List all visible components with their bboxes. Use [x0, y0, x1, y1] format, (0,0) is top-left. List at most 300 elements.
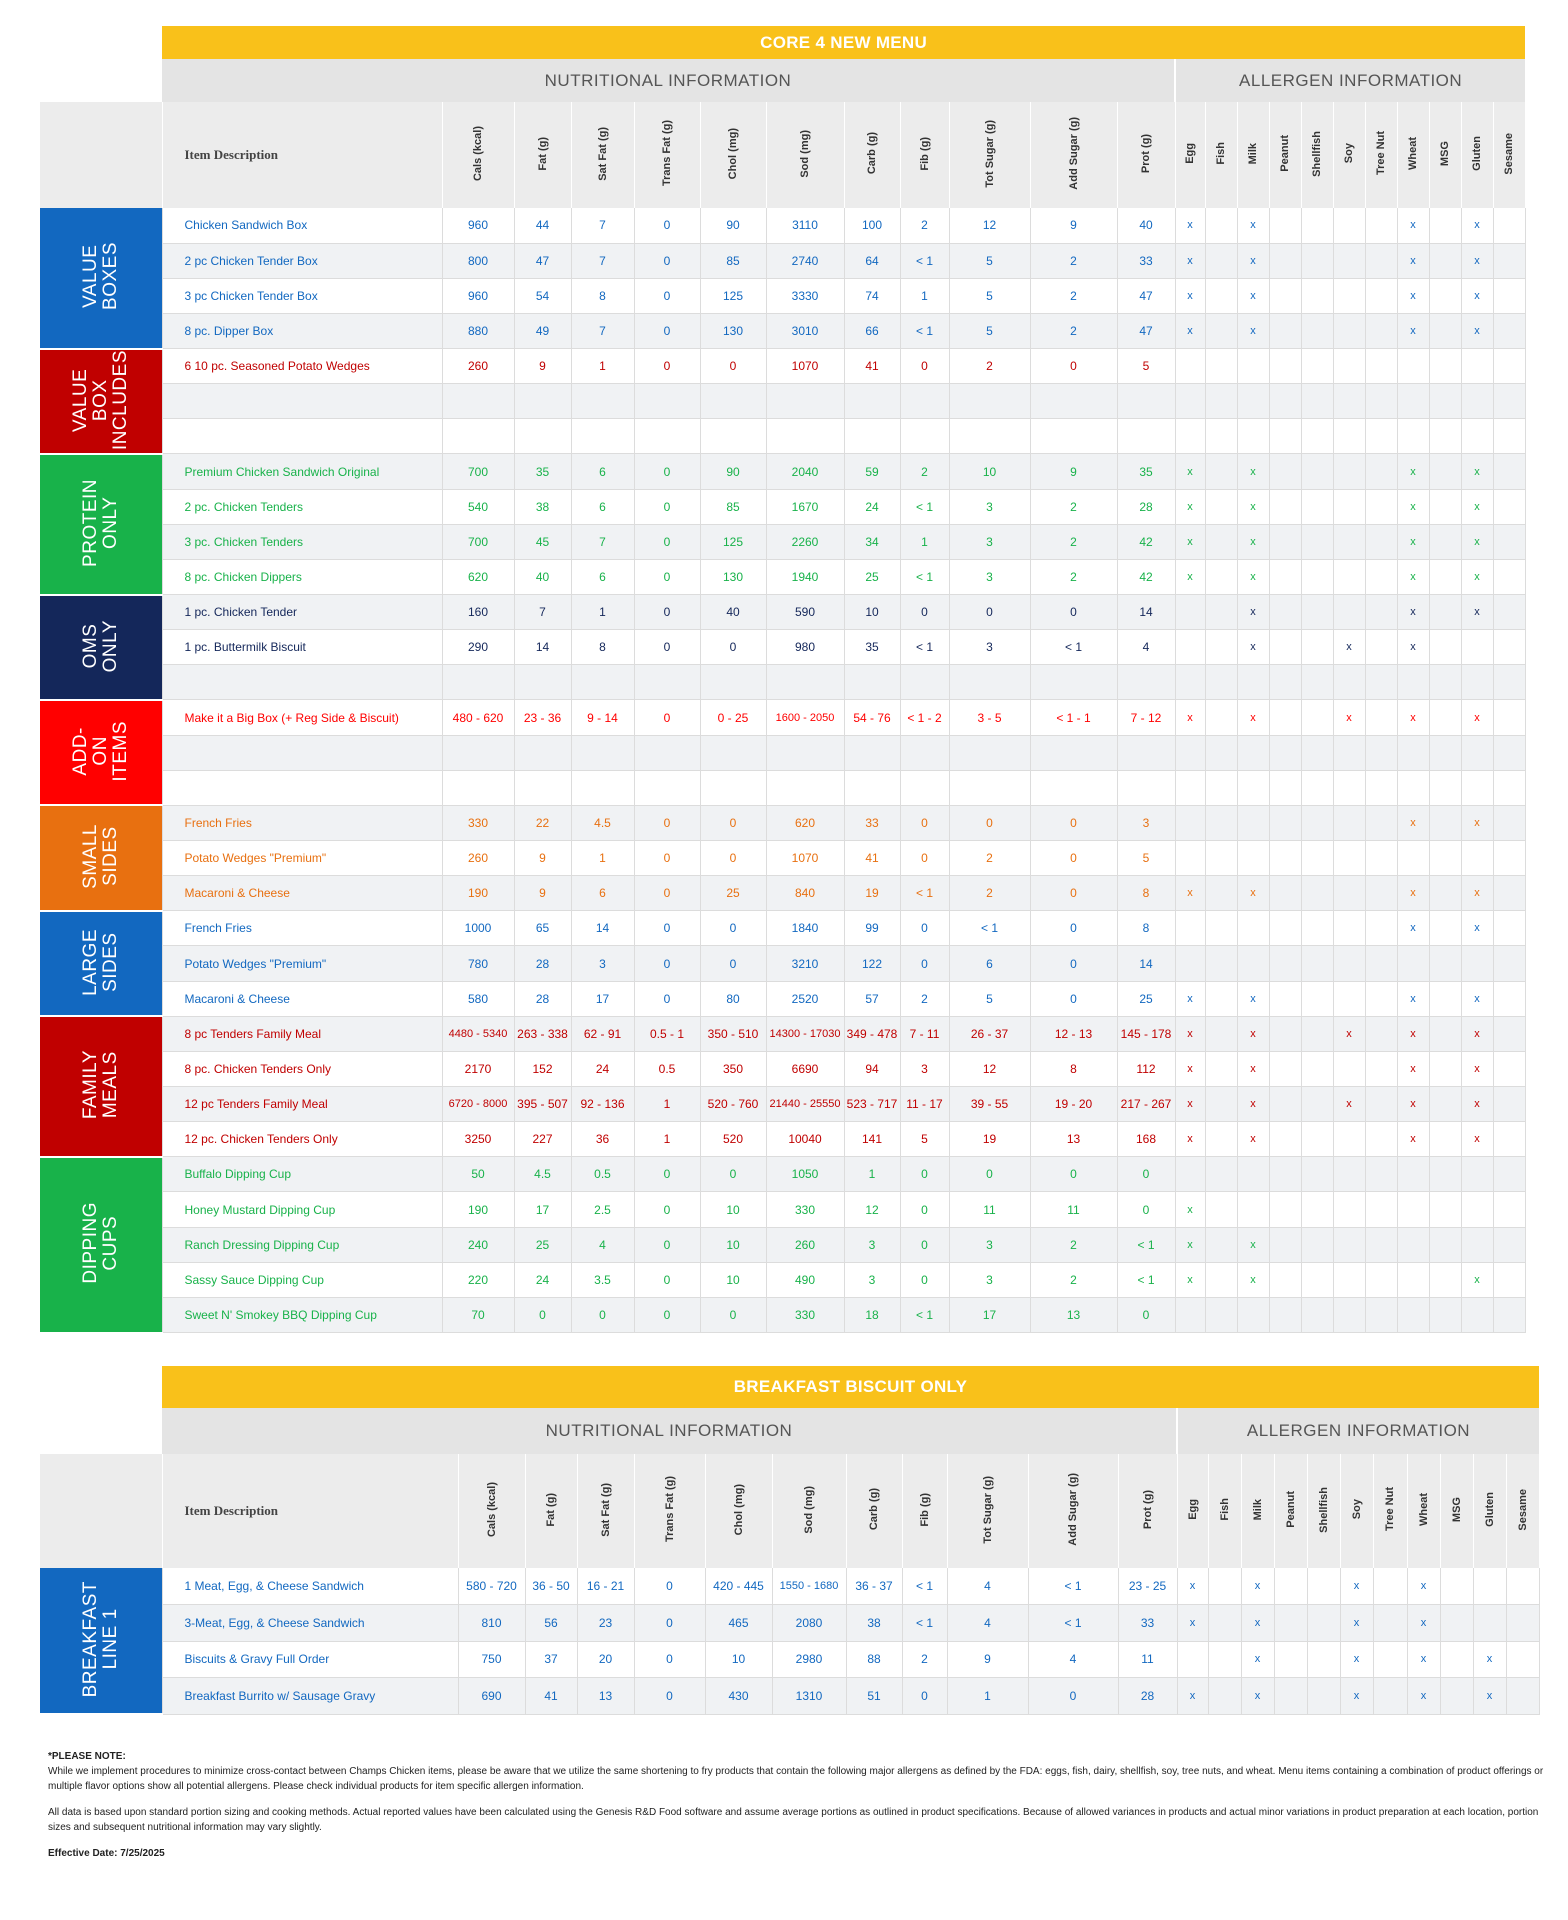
- nutrient-add-sugar-g: 0: [1030, 946, 1117, 981]
- allergen-tree-nut: [1365, 841, 1397, 876]
- allergen-sesame: [1493, 419, 1525, 454]
- nutrient-add-sugar-g: < 1 - 1: [1030, 700, 1117, 735]
- allergen-wheat: [1397, 1297, 1429, 1332]
- allergen-header-milk: [1241, 1454, 1274, 1568]
- nutrient-chol-mg: 0: [700, 911, 766, 946]
- column-header-add-sugar-g: [1030, 102, 1117, 208]
- allergen-fish: [1205, 208, 1237, 243]
- item-name: 1 Meat, Egg, & Cheese Sandwich: [162, 1568, 458, 1605]
- table-row: [40, 208, 1525, 243]
- allergen-header-label: Milk: [1247, 142, 1259, 165]
- allergen-gluten: x: [1461, 876, 1493, 911]
- allergen-milk: [1237, 1297, 1269, 1332]
- allergen-egg: x: [1175, 243, 1205, 278]
- allergen-msg: [1440, 1678, 1473, 1715]
- nutrient-fib-g: < 1: [900, 489, 949, 524]
- nutrient-prot-g: 8: [1117, 876, 1175, 911]
- nutrient-chol-mg: [700, 665, 766, 700]
- allergen-msg: [1429, 665, 1461, 700]
- allergen-wheat: x: [1397, 981, 1429, 1016]
- allergen-peanut: [1269, 1297, 1301, 1332]
- item-name: 6 10 pc. Seasoned Potato Wedges: [162, 349, 442, 384]
- category-protein-only: [40, 454, 162, 595]
- nutrient-prot-g: 4: [1117, 630, 1175, 665]
- nutrient-tot-sugar-g: 3: [949, 1262, 1030, 1297]
- allergen-sesame: [1493, 454, 1525, 489]
- allergen-peanut: [1269, 524, 1301, 559]
- category-add-on-items: [40, 700, 162, 805]
- allergen-header-label: Gluten: [1483, 1492, 1496, 1527]
- nutrient-cals-kcal: [442, 419, 514, 454]
- breakfast-biscuit-only-table: [40, 1366, 1540, 1715]
- core-4-new-menu-table: [40, 26, 1526, 1334]
- column-header-label: Tot Sugar (g): [981, 1475, 994, 1544]
- nutrient-sod-mg: [766, 735, 844, 770]
- nutrient-add-sugar-g: 0: [1030, 595, 1117, 630]
- nutrient-cals-kcal: 160: [442, 595, 514, 630]
- nutrient-sod-mg: 2260: [766, 524, 844, 559]
- allergen-gluten: x: [1461, 981, 1493, 1016]
- nutrient-chol-mg: 0: [700, 630, 766, 665]
- allergen-header-label: Peanut: [1284, 1491, 1297, 1528]
- allergen-milk: x: [1237, 489, 1269, 524]
- allergen-milk: x: [1237, 208, 1269, 243]
- allergen-peanut: [1269, 278, 1301, 313]
- allergen-wheat: x: [1397, 876, 1429, 911]
- allergen-shellfish: [1307, 1678, 1340, 1715]
- allergen-peanut: [1269, 349, 1301, 384]
- nutrient-prot-g: 47: [1117, 278, 1175, 313]
- nutrient-chol-mg: 350 - 510: [700, 1016, 766, 1051]
- nutrient-chol-mg: 420 - 445: [705, 1568, 772, 1605]
- allergen-sesame: [1493, 595, 1525, 630]
- allergen-shellfish: [1307, 1568, 1340, 1605]
- nutrient-fat-g: 395 - 507: [514, 1087, 571, 1122]
- nutrient-cals-kcal: 70: [442, 1297, 514, 1332]
- allergen-fish: [1208, 1641, 1241, 1678]
- allergen-tree-nut: [1365, 1157, 1397, 1192]
- item-name: Sweet N' Smokey BBQ Dipping Cup: [162, 1297, 442, 1332]
- nutrient-sod-mg: 260: [766, 1227, 844, 1262]
- allergen-fish: [1205, 489, 1237, 524]
- nutrient-fib-g: < 1: [902, 1568, 947, 1605]
- allergen-shellfish: [1301, 1087, 1333, 1122]
- allergen-gluten: [1473, 1605, 1506, 1642]
- nutrient-add-sugar-g: 2: [1030, 1227, 1117, 1262]
- column-header-label: Prot (g): [1141, 1489, 1154, 1530]
- allergen-egg: [1175, 630, 1205, 665]
- allergen-shellfish: [1301, 1192, 1333, 1227]
- table-row: [40, 559, 1525, 594]
- allergen-sesame: [1493, 278, 1525, 313]
- allergen-header-tree-nut: [1373, 1454, 1407, 1568]
- allergen-soy: x: [1340, 1641, 1373, 1678]
- nutrient-fib-g: 2: [900, 981, 949, 1016]
- allergen-soy: [1333, 805, 1365, 840]
- nutrient-add-sugar-g: 0: [1028, 1678, 1118, 1715]
- nutrient-trans-fat-g: 0: [634, 524, 700, 559]
- allergen-milk: [1237, 419, 1269, 454]
- nutrient-fib-g: [900, 770, 949, 805]
- allergen-peanut: [1274, 1605, 1307, 1642]
- nutrient-carb-g: 3: [844, 1227, 900, 1262]
- nutrient-cals-kcal: 6720 - 8000: [442, 1087, 514, 1122]
- allergen-shellfish: [1301, 630, 1333, 665]
- allergen-peanut: [1269, 981, 1301, 1016]
- allergen-wheat: [1397, 1157, 1429, 1192]
- category-label: FAMILY MEALS: [79, 1050, 121, 1120]
- nutrient-tot-sugar-g: 3 - 5: [949, 700, 1030, 735]
- allergen-shellfish: [1301, 1122, 1333, 1157]
- column-header-fat-g: [525, 1454, 577, 1568]
- nutrient-fib-g: 3: [900, 1051, 949, 1086]
- table-row: [40, 1087, 1525, 1122]
- allergen-wheat: [1397, 946, 1429, 981]
- nutrient-sat-fat-g: 4.5: [571, 805, 634, 840]
- column-header-fib-g: [900, 102, 949, 208]
- nutrient-add-sugar-g: 13: [1030, 1297, 1117, 1332]
- nutrient-carb-g: 25: [844, 559, 900, 594]
- nutrient-sod-mg: 330: [766, 1192, 844, 1227]
- column-header-sod-mg: [772, 1454, 846, 1568]
- nutrient-chol-mg: 90: [700, 454, 766, 489]
- column-header-tot-sugar-g: [949, 102, 1030, 208]
- allergen-section-header: ALLERGEN INFORMATION: [1175, 59, 1525, 102]
- allergen-peanut: [1269, 1087, 1301, 1122]
- nutrient-trans-fat-g: [634, 735, 700, 770]
- nutrient-fib-g: < 1: [900, 313, 949, 348]
- allergen-wheat: [1397, 1227, 1429, 1262]
- nutrient-chol-mg: 85: [700, 243, 766, 278]
- nutrient-fib-g: 0: [900, 1262, 949, 1297]
- allergen-msg: [1440, 1605, 1473, 1642]
- allergen-peanut: [1269, 1051, 1301, 1086]
- column-header-label: Trans Fat (g): [663, 1476, 676, 1543]
- allergen-peanut: [1269, 700, 1301, 735]
- allergen-msg: [1429, 1122, 1461, 1157]
- allergen-shellfish: [1307, 1641, 1340, 1678]
- allergen-sesame: [1493, 665, 1525, 700]
- table-row: [40, 770, 1525, 805]
- nutrient-tot-sugar-g: [949, 770, 1030, 805]
- nutrient-tot-sugar-g: 0: [949, 805, 1030, 840]
- item-name: Ranch Dressing Dipping Cup: [162, 1227, 442, 1262]
- allergen-fish: [1205, 243, 1237, 278]
- allergen-wheat: [1397, 349, 1429, 384]
- nutrient-sod-mg: 2040: [766, 454, 844, 489]
- allergen-sesame: [1493, 911, 1525, 946]
- allergen-fish: [1205, 770, 1237, 805]
- table-row: [40, 349, 1525, 384]
- allergen-shellfish: [1301, 524, 1333, 559]
- nutrient-carb-g: 122: [844, 946, 900, 981]
- allergen-msg: [1429, 805, 1461, 840]
- column-header-label: Sat Fat (g): [599, 1482, 612, 1537]
- nutrient-tot-sugar-g: 3: [949, 630, 1030, 665]
- allergen-msg: [1429, 911, 1461, 946]
- nutrient-fib-g: < 1: [900, 1297, 949, 1332]
- allergen-header-soy: [1340, 1454, 1373, 1568]
- allergen-shellfish: [1301, 876, 1333, 911]
- table-row: [40, 243, 1525, 278]
- nutrient-sod-mg: [766, 384, 844, 419]
- nutrient-add-sugar-g: [1030, 384, 1117, 419]
- allergen-gluten: x: [1461, 1122, 1493, 1157]
- allergen-gluten: [1461, 1157, 1493, 1192]
- allergen-header-label: Sesame: [1503, 132, 1516, 175]
- allergen-tree-nut: [1365, 1192, 1397, 1227]
- nutrient-fat-g: 4.5: [514, 1157, 571, 1192]
- allergen-peanut: [1269, 946, 1301, 981]
- allergen-egg: [1175, 735, 1205, 770]
- item-name: 1 pc. Buttermilk Biscuit: [162, 630, 442, 665]
- nutrient-cals-kcal: 960: [442, 208, 514, 243]
- allergen-gluten: x: [1461, 1016, 1493, 1051]
- allergen-msg: [1429, 243, 1461, 278]
- nutrient-fib-g: 0: [900, 946, 949, 981]
- nutrient-carb-g: [844, 665, 900, 700]
- allergen-sesame: [1493, 559, 1525, 594]
- nutrient-fib-g: 0: [900, 1227, 949, 1262]
- allergen-header-label: Soy: [1343, 143, 1355, 164]
- allergen-egg: [1175, 595, 1205, 630]
- nutrient-cals-kcal: 880: [442, 313, 514, 348]
- allergen-tree-nut: [1365, 1016, 1397, 1051]
- allergen-msg: [1429, 700, 1461, 735]
- nutrient-sat-fat-g: 20: [577, 1641, 634, 1678]
- menu-title: CORE 4 NEW MENU: [162, 26, 1525, 59]
- allergen-fish: [1205, 876, 1237, 911]
- nutrient-tot-sugar-g: 3: [949, 559, 1030, 594]
- allergen-msg: [1429, 489, 1461, 524]
- allergen-sesame: [1493, 1051, 1525, 1086]
- allergen-gluten: x: [1461, 313, 1493, 348]
- allergen-soy: [1333, 911, 1365, 946]
- allergen-sesame: [1506, 1678, 1539, 1715]
- allergen-milk: [1237, 770, 1269, 805]
- allergen-sesame: [1493, 981, 1525, 1016]
- allergen-peanut: [1269, 243, 1301, 278]
- nutrient-chol-mg: 10: [700, 1192, 766, 1227]
- allergen-peanut: [1269, 1227, 1301, 1262]
- allergen-wheat: x: [1397, 911, 1429, 946]
- allergen-peanut: [1269, 1262, 1301, 1297]
- item-name: French Fries: [162, 911, 442, 946]
- table-row: [40, 946, 1525, 981]
- allergen-tree-nut: [1365, 454, 1397, 489]
- allergen-gluten: [1461, 735, 1493, 770]
- nutrient-fib-g: 0: [900, 349, 949, 384]
- nutrient-fat-g: 24: [514, 1262, 571, 1297]
- allergen-tree-nut: [1365, 349, 1397, 384]
- nutrient-prot-g: [1117, 770, 1175, 805]
- table-row: [40, 384, 1525, 419]
- allergen-wheat: x: [1397, 1122, 1429, 1157]
- allergen-peanut: [1269, 1122, 1301, 1157]
- table-row: [40, 876, 1525, 911]
- nutrient-sat-fat-g: 13: [577, 1678, 634, 1715]
- nutrient-sat-fat-g: 6: [571, 489, 634, 524]
- nutrient-cals-kcal: 1000: [442, 911, 514, 946]
- item-name: [162, 419, 442, 454]
- nutrient-tot-sugar-g: 17: [949, 1297, 1030, 1332]
- allergen-egg: [1175, 911, 1205, 946]
- allergen-fish: [1208, 1605, 1241, 1642]
- column-header-fib-g: [902, 1454, 947, 1568]
- allergen-header-tree-nut: [1365, 102, 1397, 208]
- nutrient-tot-sugar-g: < 1: [949, 911, 1030, 946]
- blank-cell: [40, 1366, 162, 1408]
- allergen-egg: x: [1175, 981, 1205, 1016]
- allergen-fish: [1205, 1051, 1237, 1086]
- allergen-milk: x: [1237, 524, 1269, 559]
- allergen-header-label: Wheat: [1407, 137, 1419, 170]
- allergen-egg: x: [1175, 1087, 1205, 1122]
- allergen-msg: [1429, 595, 1461, 630]
- allergen-peanut: [1274, 1641, 1307, 1678]
- allergen-milk: [1237, 735, 1269, 770]
- allergen-header-label: MSG: [1450, 1496, 1463, 1523]
- allergen-msg: [1429, 559, 1461, 594]
- allergen-shellfish: [1301, 1051, 1333, 1086]
- nutrient-sat-fat-g: 8: [571, 278, 634, 313]
- nutrient-fat-g: [514, 770, 571, 805]
- allergen-milk: x: [1237, 700, 1269, 735]
- nutrient-prot-g: < 1: [1117, 1227, 1175, 1262]
- nutrient-sat-fat-g: 92 - 136: [571, 1087, 634, 1122]
- nutrient-chol-mg: 125: [700, 524, 766, 559]
- nutrient-chol-mg: 90: [700, 208, 766, 243]
- allergen-sesame: [1493, 770, 1525, 805]
- nutrient-fat-g: [514, 384, 571, 419]
- nutrient-chol-mg: 10: [700, 1262, 766, 1297]
- nutrient-cals-kcal: 700: [442, 454, 514, 489]
- allergen-header-sesame: [1506, 1454, 1539, 1568]
- table-row: [40, 595, 1525, 630]
- nutrient-chol-mg: [700, 735, 766, 770]
- allergen-tree-nut: [1365, 384, 1397, 419]
- allergen-tree-nut: [1365, 981, 1397, 1016]
- category-family-meals: [40, 1016, 162, 1157]
- allergen-tree-nut: [1365, 700, 1397, 735]
- nutrient-fat-g: 28: [514, 946, 571, 981]
- allergen-header-label: Milk: [1251, 1498, 1264, 1521]
- nutrient-chol-mg: 520 - 760: [700, 1087, 766, 1122]
- nutrient-sat-fat-g: 23: [577, 1605, 634, 1642]
- nutrient-fat-g: 14: [514, 630, 571, 665]
- nutrient-prot-g: [1117, 665, 1175, 700]
- nutrient-prot-g: 33: [1118, 1605, 1177, 1642]
- nutrient-fat-g: 22: [514, 805, 571, 840]
- allergen-header-wheat: [1407, 1454, 1440, 1568]
- column-header-tot-sugar-g: [947, 1454, 1028, 1568]
- nutrient-chol-mg: 350: [700, 1051, 766, 1086]
- nutrient-carb-g: 19: [844, 876, 900, 911]
- nutrient-add-sugar-g: [1030, 419, 1117, 454]
- table-row: [40, 805, 1525, 840]
- table-row: [40, 1568, 1539, 1605]
- column-header-label: Fib (g): [918, 1492, 931, 1527]
- column-header-sat-fat-g: [577, 1454, 634, 1568]
- allergen-fish: [1205, 805, 1237, 840]
- nutrient-trans-fat-g: 0: [634, 1641, 705, 1678]
- allergen-wheat: x: [1397, 1051, 1429, 1086]
- nutrient-tot-sugar-g: 26 - 37: [949, 1016, 1030, 1051]
- nutrient-sod-mg: 620: [766, 805, 844, 840]
- allergen-wheat: x: [1397, 805, 1429, 840]
- allergen-msg: [1429, 349, 1461, 384]
- allergen-fish: [1205, 630, 1237, 665]
- nutrient-tot-sugar-g: 3: [949, 1227, 1030, 1262]
- item-name: 8 pc. Chicken Dippers: [162, 559, 442, 594]
- nutrient-fat-g: 7: [514, 595, 571, 630]
- allergen-header-fish: [1205, 102, 1237, 208]
- allergen-egg: x: [1177, 1568, 1208, 1605]
- nutrient-cals-kcal: 260: [442, 841, 514, 876]
- item-name: Macaroni & Cheese: [162, 876, 442, 911]
- column-header-label: Tot Sugar (g): [983, 119, 996, 188]
- nutrient-cals-kcal: 800: [442, 243, 514, 278]
- nutrient-fib-g: 0: [900, 1157, 949, 1192]
- table-row: [40, 489, 1525, 524]
- table-row: [40, 841, 1525, 876]
- allergen-fish: [1205, 278, 1237, 313]
- nutrient-cals-kcal: 750: [458, 1641, 525, 1678]
- nutrient-fib-g: 0: [900, 911, 949, 946]
- nutrient-fib-g: 2: [902, 1641, 947, 1678]
- allergen-fish: [1205, 1262, 1237, 1297]
- nutrient-cals-kcal: 480 - 620: [442, 700, 514, 735]
- allergen-msg: [1429, 208, 1461, 243]
- allergen-wheat: [1397, 735, 1429, 770]
- nutrient-sat-fat-g: 7: [571, 243, 634, 278]
- nutrient-tot-sugar-g: 3: [949, 489, 1030, 524]
- allergen-wheat: x: [1397, 278, 1429, 313]
- nutrient-sod-mg: [766, 665, 844, 700]
- nutrient-chol-mg: 0 - 25: [700, 700, 766, 735]
- allergen-milk: [1237, 665, 1269, 700]
- nutrient-carb-g: 1: [844, 1157, 900, 1192]
- allergen-soy: [1333, 278, 1365, 313]
- allergen-wheat: [1397, 770, 1429, 805]
- nutrient-fib-g: 1: [900, 278, 949, 313]
- nutrient-chol-mg: 430: [705, 1678, 772, 1715]
- column-header-cals-kcal: [442, 102, 514, 208]
- nutrient-prot-g: 0: [1117, 1297, 1175, 1332]
- nutrient-chol-mg: 520: [700, 1122, 766, 1157]
- allergen-wheat: x: [1397, 454, 1429, 489]
- allergen-sesame: [1493, 841, 1525, 876]
- nutrient-sat-fat-g: [571, 384, 634, 419]
- nutrient-sat-fat-g: [571, 419, 634, 454]
- allergen-shellfish: [1301, 278, 1333, 313]
- nutrient-trans-fat-g: 0: [634, 559, 700, 594]
- column-header-label: Fat (g): [536, 136, 549, 171]
- allergen-sesame: [1493, 1192, 1525, 1227]
- nutrient-trans-fat-g: 0: [634, 595, 700, 630]
- allergen-section-header: ALLERGEN INFORMATION: [1177, 1408, 1539, 1454]
- nutrient-sat-fat-g: 62 - 91: [571, 1016, 634, 1051]
- nutrient-sod-mg: 2980: [772, 1641, 846, 1678]
- nutrient-fat-g: 17: [514, 1192, 571, 1227]
- category-label: VALUE BOX INCLUDES: [69, 349, 131, 450]
- allergen-peanut: [1269, 770, 1301, 805]
- allergen-egg: [1175, 1157, 1205, 1192]
- nutrient-fib-g: < 1: [900, 243, 949, 278]
- allergen-peanut: [1269, 1192, 1301, 1227]
- allergen-gluten: [1461, 630, 1493, 665]
- nutrient-sod-mg: 2520: [766, 981, 844, 1016]
